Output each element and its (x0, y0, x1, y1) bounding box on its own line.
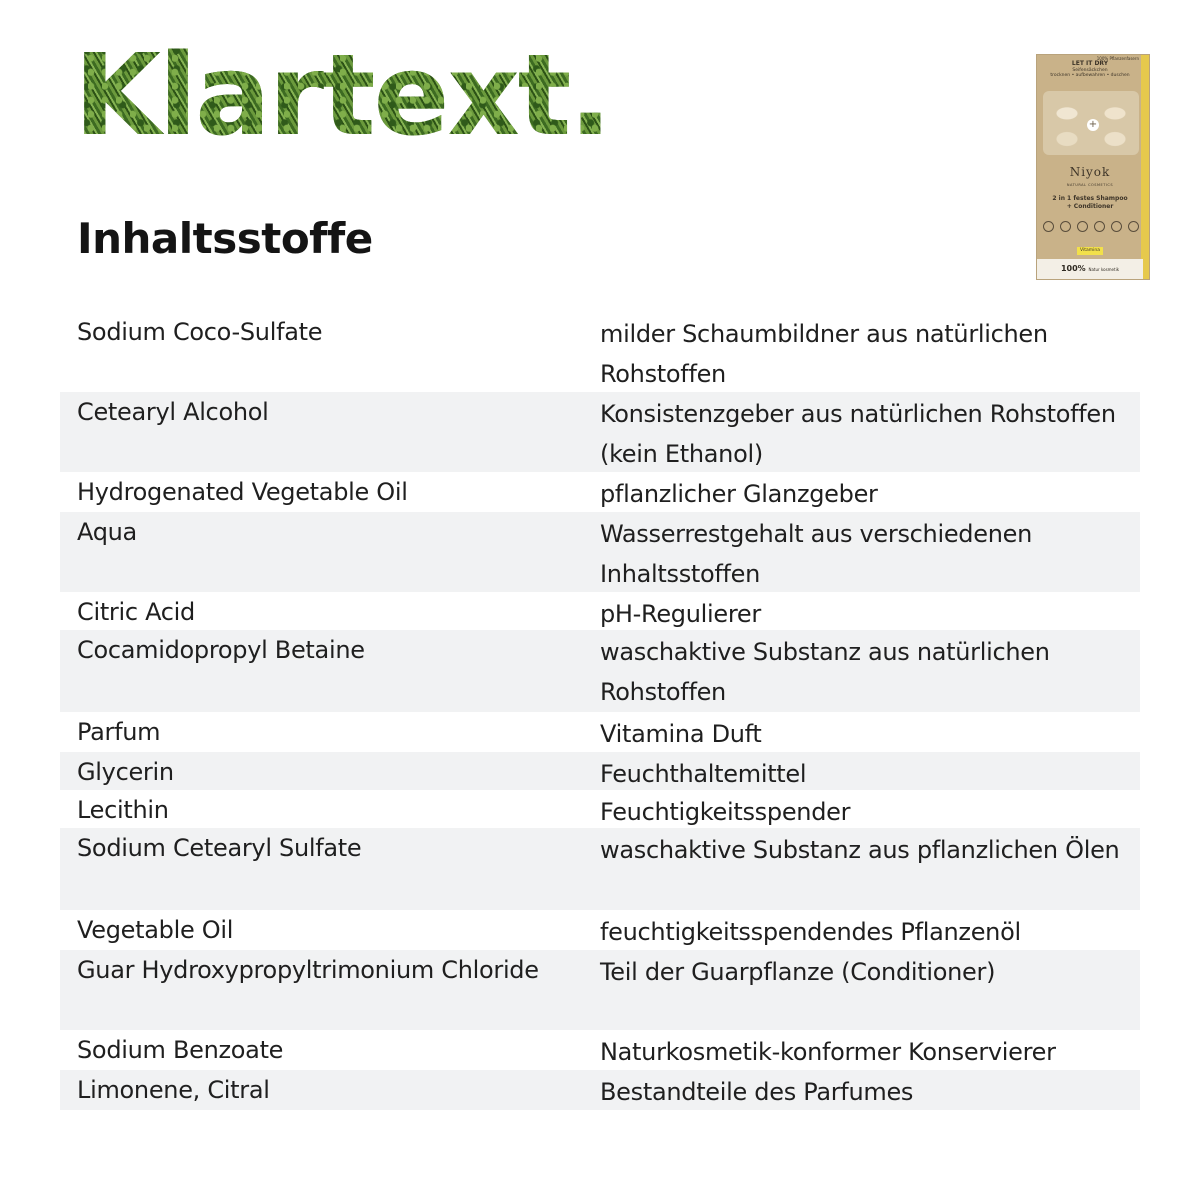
product-bottom-text: 100% (1060, 264, 1086, 273)
ingredient-name: Hydrogenated Vegetable Oil (77, 478, 408, 506)
ingredient-description: Wasserrestgehalt aus verschiedenen Inhaltsstoffen (600, 520, 1032, 588)
product-variant: Vitamina (1077, 247, 1103, 255)
ingredient-description: Konsistenzgeber aus natürlichen Rohstoffen (kein Ethanol) (600, 400, 1116, 468)
product-brand-sub: NATURAL COSMETICS (1066, 183, 1114, 187)
ingredient-description: feuchtigkeitsspendendes Pflanzenöl (600, 918, 1021, 946)
ingredient-name: Citric Acid (77, 598, 195, 626)
product-line3: trocknen • aufbewahren • duschen (1050, 73, 1130, 79)
feature-icon (1094, 221, 1105, 232)
feature-icon (1043, 221, 1054, 232)
ingredient-description: pflanzlicher Glanzgeber (600, 480, 878, 508)
product-desc1: 2 in 1 festes Shampoo (1052, 195, 1128, 202)
ingredient-name: Sodium Coco-Sulfate (77, 318, 323, 346)
ingredient-name: Limonene, Citral (77, 1076, 270, 1104)
table-row (60, 950, 1140, 1030)
ingredient-name: Glycerin (77, 758, 174, 786)
table-row (60, 752, 1140, 790)
table-row (60, 392, 1140, 472)
ingredient-description: Naturkosmetik-konformer Konservierer (600, 1038, 1056, 1066)
ingredient-description: Bestandteile des Parfumes (600, 1078, 914, 1106)
ingredients-table (60, 312, 1140, 1110)
product-icons (1043, 221, 1139, 232)
table-row (60, 512, 1140, 592)
table-row (60, 712, 1140, 752)
ingredient-description: Feuchtigkeitsspender (600, 798, 851, 826)
product-top-text (1037, 60, 1143, 79)
table-row (60, 1030, 1140, 1070)
ingredient-name: Cetearyl Alcohol (77, 398, 269, 426)
ingredient-description: milder Schaumbildner aus natürlichen Rohstoffen (600, 320, 1048, 388)
ingredient-name: Cocamidopropyl Betaine (77, 636, 365, 664)
ingredient-name: Lecithin (77, 796, 169, 824)
product-image (1036, 54, 1150, 280)
ingredient-description: pH-Regulierer (600, 600, 761, 628)
section-title: Inhaltsstoffe (77, 214, 373, 263)
feature-icon (1077, 221, 1088, 232)
table-row (60, 910, 1140, 950)
product-desc2: + Conditioner (1066, 202, 1114, 210)
ingredient-name: Sodium Benzoate (77, 1036, 284, 1064)
feature-icon (1128, 221, 1139, 232)
product-line1: LET IT DRY (1071, 60, 1109, 67)
feature-icon (1111, 221, 1122, 232)
ingredient-name: Guar Hydroxypropyltrimonium Chloride (77, 956, 539, 984)
plus-icon: + (1088, 119, 1098, 130)
ingredient-name: Sodium Cetearyl Sulfate (77, 834, 362, 862)
ingredient-name: Parfum (77, 718, 161, 746)
klartext-logo: Klartext. (74, 31, 610, 161)
ingredient-description: waschaktive Substanz aus pflanzlichen Ölen (600, 836, 1120, 864)
table-row (60, 1070, 1140, 1110)
product-bottom-small: Natur kosmetik (1088, 267, 1120, 272)
product-badge: 100% Pflanzenfasern (1096, 56, 1139, 61)
ingredient-description: Teil der Guarpflanze (Conditioner) (600, 958, 996, 986)
product-bottom-band (1037, 259, 1143, 279)
ingredient-name: Vegetable Oil (77, 916, 234, 944)
product-line2: Seifensäckchen (1072, 67, 1108, 73)
table-row (60, 592, 1140, 630)
ingredient-name: Aqua (77, 518, 137, 546)
table-row (60, 630, 1140, 712)
product-description (1037, 195, 1143, 211)
ingredient-description: Vitamina Duft (600, 720, 762, 748)
table-row (60, 472, 1140, 512)
table-row (60, 828, 1140, 910)
feature-icon (1060, 221, 1071, 232)
table-row (60, 790, 1140, 828)
product-brand: Niyok (1069, 165, 1111, 179)
table-row (60, 312, 1140, 392)
ingredient-description: Feuchthaltemittel (600, 760, 807, 788)
ingredient-description: waschaktive Substanz aus natürlichen Rohstoffen (600, 638, 1050, 706)
